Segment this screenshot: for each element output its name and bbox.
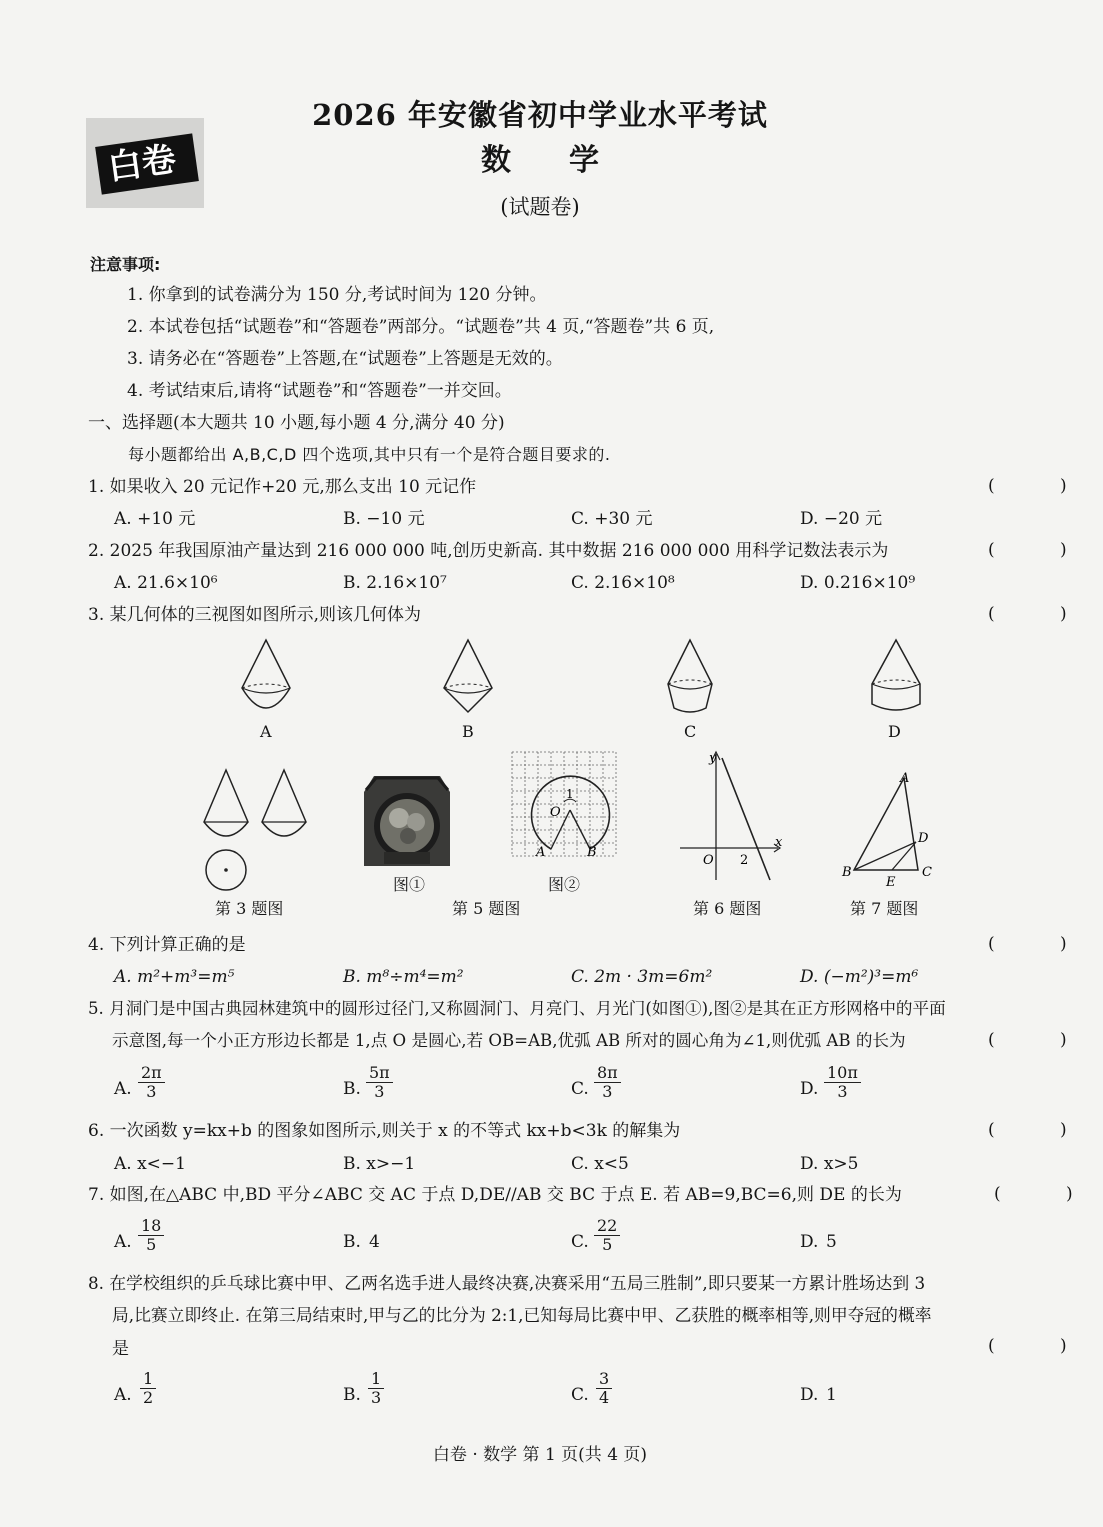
fig5-caption: 第 5 题图 [452, 899, 521, 918]
fig5-grid-diagram [512, 752, 622, 862]
q1-option-b: B. −10 元 [343, 509, 425, 529]
solid-option-c [660, 636, 720, 716]
q2-option-b: B. 2.16×10⁷ [343, 573, 447, 593]
question-2-stem: 2. 2025 年我国原油产量达到 216 000 000 吨,创历史新高. 其中数据 216 000 000 用科学记数法表示为 [88, 541, 889, 561]
q8-option-a-label: A. [114, 1385, 132, 1405]
question-5-stem-line1: 5. 月洞门是中国古典园林建筑中的圆形过径门,又称圆洞门、月亮门、月光门(如图①),图②是其在正方形网格中的平面 [88, 999, 946, 1018]
q4-option-c: C. 2m · 3m=6m² [571, 967, 713, 987]
fig6-line-graph [678, 748, 788, 888]
q6-option-a: A. x<−1 [114, 1154, 186, 1174]
answer-paren: ( ) [988, 1336, 1097, 1356]
fig5-label-a: A [536, 845, 546, 860]
fig7-label-e: E [886, 875, 896, 890]
q1-option-d: D. −20 元 [800, 509, 883, 529]
fig7-label-b: B [842, 865, 852, 880]
question-6-stem: 6. 一次函数 y=kx+b 的图象如图所示,则关于 x 的不等式 kx+b<3k 的解集为 [88, 1121, 681, 1141]
q2-option-d: D. 0.216×10⁹ [800, 573, 916, 593]
q8-option-c-fraction: $\frac{3}{4}$ [596, 1370, 612, 1407]
q8-option-a-fraction: $\frac{1}{2}$ [140, 1370, 156, 1407]
q7-option-d-label: D. [800, 1232, 819, 1252]
answer-paren: ( ) [988, 1120, 1097, 1140]
q8-option-d-value: 1 [826, 1385, 837, 1405]
solid-option-d [866, 636, 926, 716]
q8-option-d-label: D. [800, 1385, 819, 1405]
q4-option-b: B. m⁸÷m⁴=m² [343, 967, 464, 987]
q1-option-a: A. +10 元 [114, 509, 196, 529]
fig6-caption: 第 6 题图 [693, 899, 762, 918]
question-8-stem-line3: 是 [112, 1339, 129, 1359]
question-1-stem: 1. 如果收入 20 元记作+20 元,那么支出 10 元记作 [88, 477, 477, 497]
q7-option-c-label: C. [571, 1232, 589, 1252]
q6-option-b: B. x>−1 [343, 1154, 416, 1174]
exam-title: 2026 年安徽省初中学业水平考试 [312, 98, 768, 132]
badge-text: 白卷 [105, 139, 179, 189]
q5-option-a-label: A. [114, 1079, 132, 1099]
fig5-sub2-label: 图② [548, 875, 581, 894]
q5-option-c-fraction: $\frac{8\pi}{3}$ [594, 1064, 621, 1101]
q6-option-d: D. x>5 [800, 1154, 859, 1174]
section-heading: 一、选择题(本大题共 10 小题,每小题 4 分,满分 40 分) [88, 413, 505, 433]
q7-option-b-value: 4 [369, 1232, 380, 1252]
q6-option-c: C. x<5 [571, 1154, 629, 1174]
fig6-label-y: y [709, 751, 717, 766]
answer-paren: ( ) [994, 1184, 1103, 1204]
q5-option-a-fraction: $\frac{2\pi}{3}$ [138, 1064, 165, 1101]
fig3-three-views [198, 766, 318, 896]
note-item: 4. 考试结束后,请将“试题卷”和“答题卷”一并交回。 [127, 381, 512, 401]
fig7-label-c: C [922, 865, 932, 880]
fig5-label-o: O [550, 805, 561, 820]
answer-paren: ( ) [988, 476, 1097, 496]
fig7-label-d: D [918, 831, 929, 846]
q1-option-c: C. +30 元 [571, 509, 653, 529]
fig5-label-1: 1 [566, 787, 574, 801]
question-7-stem: 7. 如图,在△ABC 中,BD 平分∠ABC 交 AC 于点 D,DE//AB 交 BC 于点 E. 若 AB=9,BC=6,则 DE 的长为 [88, 1185, 902, 1205]
fig3-caption: 第 3 题图 [215, 899, 284, 918]
q8-option-b-label: B. [343, 1385, 361, 1405]
q7-option-a-fraction: $\frac{18}{5}$ [138, 1217, 164, 1254]
q8-option-b-fraction: $\frac{1}{3}$ [368, 1370, 384, 1407]
note-item: 3. 请务必在“答题卷”上答题,在“试题卷”上答题是无效的。 [127, 349, 563, 369]
q7-option-b-label: B. [343, 1232, 361, 1252]
q7-option-d-value: 5 [826, 1232, 837, 1252]
solid-option-b [438, 636, 498, 716]
notes-heading: 注意事项: [90, 255, 161, 274]
solid-label-a: A [260, 722, 272, 741]
answer-paren: ( ) [988, 604, 1097, 624]
fig5-sub1-label: 图① [393, 875, 426, 894]
answer-paren: ( ) [988, 934, 1097, 954]
fig7-triangle [838, 766, 938, 890]
note-item: 1. 你拿到的试卷满分为 150 分,考试时间为 120 分钟。 [127, 285, 547, 305]
note-item: 2. 本试卷包括“试题卷”和“答题卷”两部分。“试题卷”共 4 页,“答题卷”共 6 页, [127, 317, 715, 337]
page-footer: 白卷 · 数学 第 1 页(共 4 页) [432, 1445, 648, 1465]
fig6-label-x: x [775, 835, 783, 850]
q7-option-c-fraction: $\frac{22}{5}$ [594, 1217, 620, 1254]
q8-option-c-label: C. [571, 1385, 589, 1405]
fig6-label-2: 2 [740, 853, 749, 868]
q2-option-a: A. 21.6×10⁶ [114, 573, 218, 593]
q4-option-a: A. m²+m³=m⁵ [114, 967, 235, 987]
fig7-caption: 第 7 题图 [850, 899, 919, 918]
solid-option-a [236, 636, 296, 716]
q5-option-b-fraction: $\frac{5\pi}{3}$ [366, 1064, 393, 1101]
question-5-stem-line2: 示意图,每一个小正方形边长都是 1,点 O 是圆心,若 OB=AB,优弧 AB 所对的圆心角为∠1,则优弧 AB 的长为 [112, 1031, 906, 1050]
question-4-stem: 4. 下列计算正确的是 [88, 935, 246, 955]
q5-option-d-label: D. [800, 1079, 819, 1099]
solid-label-b: B [462, 722, 474, 741]
question-8-stem-line2: 局,比赛立即终止. 在第三局结束时,甲与乙的比分为 2:1,已知每局比赛中甲、乙获胜的概率相等,则甲夺冠的概率 [112, 1305, 932, 1325]
subject-title: 数学 [481, 143, 657, 178]
answer-paren: ( ) [988, 1030, 1097, 1050]
paper-subtitle: (试题卷) [500, 195, 580, 219]
fig5-label-b: B [587, 845, 597, 860]
answer-paren: ( ) [988, 540, 1097, 560]
q4-option-d: D. (−m²)³=m⁶ [800, 967, 919, 987]
q5-option-b-label: B. [343, 1079, 361, 1099]
fig6-label-o: O [703, 853, 714, 868]
solid-label-c: C [684, 722, 697, 741]
question-8-stem-line1: 8. 在学校组织的乒乓球比赛中甲、乙两名选手进人最终决赛,决赛采用“五局三胜制”,即只要某一方累计胜场达到 3 [88, 1273, 926, 1293]
moon-gate-photo [364, 770, 450, 866]
q2-option-c: C. 2.16×10⁸ [571, 573, 675, 593]
solid-label-d: D [888, 722, 901, 741]
section-instruction: 每小题都给出 A,B,C,D 四个选项,其中只有一个是符合题目要求的. [128, 445, 611, 464]
question-3-stem: 3. 某几何体的三视图如图所示,则该几何体为 [88, 605, 422, 625]
fig7-label-a: A [900, 771, 910, 786]
q5-option-c-label: C. [571, 1079, 589, 1099]
q7-option-a-label: A. [114, 1232, 132, 1252]
q5-option-d-fraction: $\frac{10\pi}{3}$ [824, 1064, 861, 1101]
